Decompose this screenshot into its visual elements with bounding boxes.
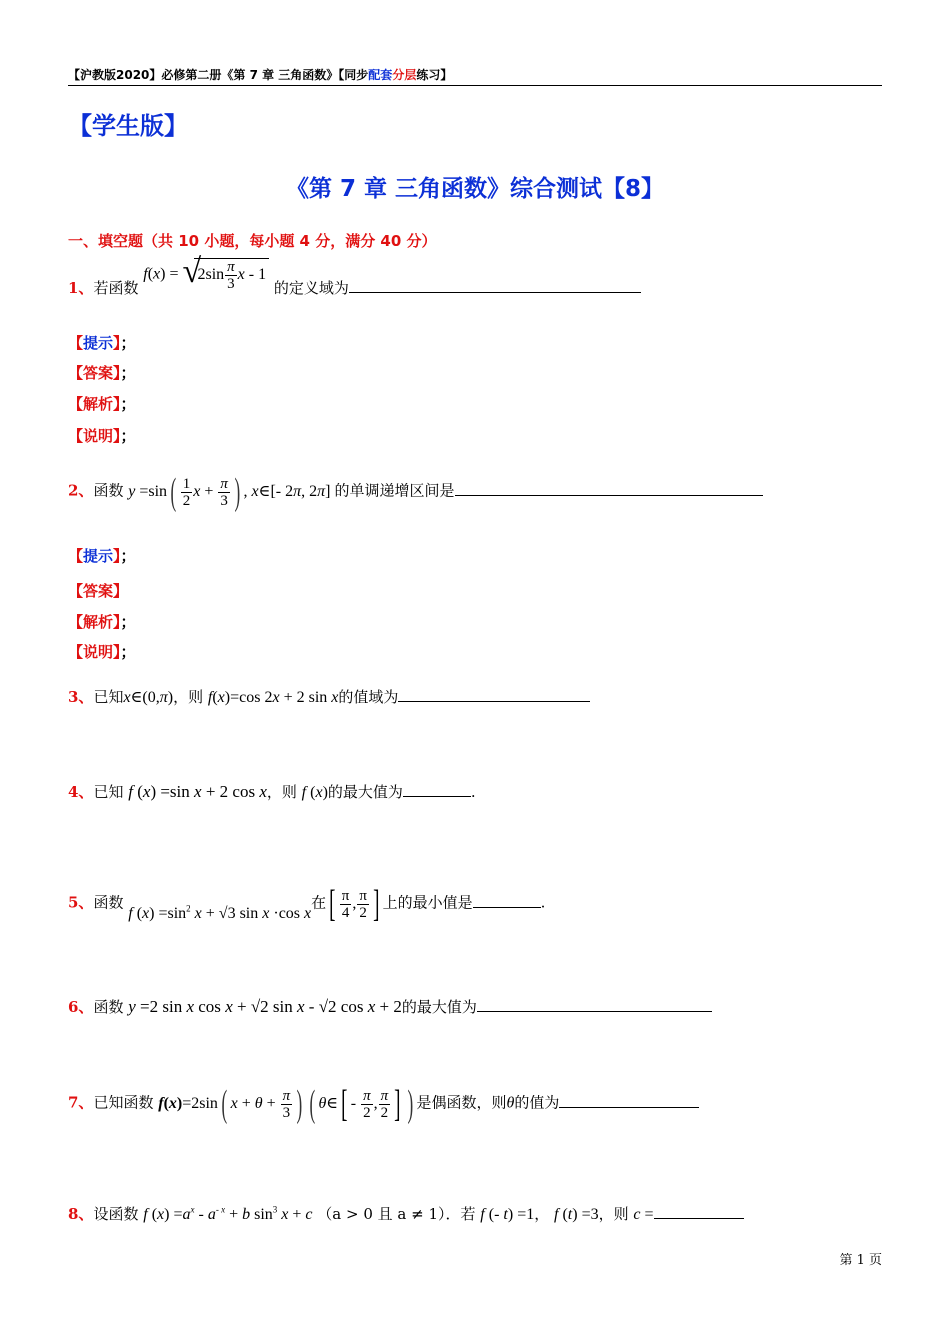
- formula-q4a: f (x) =sin x + 2 cos x: [128, 782, 267, 801]
- question-6: [68, 995, 712, 1017]
- section-heading: 一、填空题（共 10 小题，每小题 4 分，满分 40 分）: [68, 232, 437, 250]
- formula-q4b: f (x): [301, 784, 328, 801]
- theta-symbol: θ: [506, 1094, 515, 1112]
- question-text-post: 的最大值为: [401, 998, 477, 1016]
- question-number: 3、: [68, 688, 94, 706]
- note-line: 【说明】；: [68, 427, 136, 445]
- answer-blank[interactable]: [403, 780, 471, 797]
- formula-q3b: f(x)=cos 2x + 2 sin x: [207, 689, 339, 706]
- formula-q1: f(x) = √ 2sin $\frac{\pi}{3}$ x - 1: [143, 258, 269, 292]
- answer-blank[interactable]: [473, 891, 541, 908]
- header-suffix: 练习】: [416, 68, 453, 82]
- question-number: 1、: [68, 279, 94, 297]
- question-text: 函数: [93, 481, 124, 500]
- question-text-mid: ，则: [173, 688, 204, 706]
- question-text: 已知: [93, 688, 124, 706]
- formula-q5b: [ $\frac{\pi}{4}$ , $\frac{\pi}{2}$ ]: [329, 883, 380, 925]
- question-number: 7、: [68, 1093, 94, 1112]
- question-text: 已知: [93, 783, 124, 801]
- page-number: 第 1 页: [839, 1253, 882, 1268]
- header-pei: 配套: [368, 68, 393, 82]
- page-header: [68, 66, 882, 86]
- question-text: 函数: [93, 893, 124, 912]
- question-text-post: 的最大值为: [327, 783, 403, 801]
- question-4: 4、已知 f (x) =sin x + 2 cos x，则 f (x)的最大值为 .: [68, 782, 476, 801]
- answer-blank[interactable]: [559, 1091, 699, 1108]
- question-text-post: 的值域为: [338, 688, 399, 706]
- question-8: 8、设函数 f $(x) =a^x - a^{- x} + b$ $\sin^3 x + c$ （a > 0 且 a ≠ 1）．若 f (- t) =1， f (t) =3，则 c =: [68, 1202, 744, 1224]
- answer-blank[interactable]: [349, 276, 641, 293]
- answer-blank[interactable]: [654, 1202, 744, 1219]
- edition-label: 【学生版】: [68, 112, 188, 140]
- question-number: 6、: [68, 998, 94, 1016]
- question-number: 2、: [68, 481, 94, 500]
- question-2: [68, 470, 763, 514]
- question-text: 设函数: [93, 1205, 139, 1223]
- question-text-post2: 的值为: [514, 1093, 560, 1112]
- question-number: 8、: [68, 1205, 94, 1223]
- formula-q2: y =sin( $\frac{1}{2}$ x + $\frac{\pi}{3}$ ) , x∈[- 2π, 2π]: [128, 471, 335, 513]
- question-text-post: 是偶函数，则: [416, 1093, 507, 1112]
- question-number: 5、: [68, 893, 94, 912]
- header-fen: 分层: [392, 68, 417, 82]
- question-text: 若函数: [93, 279, 139, 297]
- header-prefix: 【沪教版2020】必修第二册《第 7 章 三角函数》【同步: [68, 68, 369, 82]
- formula-q8d: c =: [633, 1206, 654, 1223]
- hint-line: 【提示】；: [68, 547, 136, 565]
- answer-line: 【答案】；: [68, 364, 136, 382]
- formula-q5a: f $(x) =\sin^2$ x + √3 sin x ·cos x: [128, 903, 312, 922]
- question-text-post: 的单调递增区间是: [334, 481, 455, 500]
- formula-q3a: x∈(0,π): [123, 689, 174, 706]
- formula-q7: f(x)=2sin( x + θ + $\frac{\pi}{3}$ ) ( θ∈[ - $\frac{\pi}{2}$ , $\frac{\pi}{2}$ ] ): [158, 1083, 413, 1125]
- question-7: [68, 1082, 699, 1126]
- question-text: 已知函数: [93, 1093, 154, 1112]
- question-1: [68, 253, 641, 306]
- question-number: 4、: [68, 783, 94, 801]
- formula-q8b: f (- t) =1: [480, 1206, 535, 1223]
- question-text: 函数: [93, 998, 124, 1016]
- question-text-post: 的定义域为: [273, 279, 349, 297]
- note-line: 【说明】；: [68, 643, 136, 661]
- answer-blank[interactable]: [455, 479, 763, 496]
- question-text-mid: 在: [311, 893, 327, 912]
- formula-q6: y =2 sin x cos x + √2 sin x - √2 cos x + 2: [128, 997, 402, 1016]
- question-5: 5、函数 f $(x) =\sin^2$ x + √3 sin x ·cos x在[ $\frac{\pi}{4}$ , $\frac{\pi}{2}$ ] 上的最小值是 .: [68, 883, 546, 925]
- page-title: 《第 7 章 三角函数》综合测试【8】: [285, 176, 665, 202]
- question-text-post: 上的最小值是: [382, 893, 473, 912]
- hint-line: 【提示】；: [68, 334, 136, 352]
- formula-q8c: f (t) =3: [554, 1206, 599, 1223]
- analysis-line: 【解析】；: [68, 395, 136, 413]
- answer-blank[interactable]: [398, 685, 590, 702]
- formula-q8a: f $(x) =a^x - a^{- x} + b$ $\sin^3 x + c$: [143, 1204, 313, 1223]
- answer-blank[interactable]: [477, 995, 712, 1012]
- question-text-mid: ，则: [266, 783, 297, 801]
- question-condition: （a > 0 且 a ≠ 1）．若: [317, 1205, 476, 1223]
- question-3: [68, 685, 590, 707]
- analysis-line: 【解析】；: [68, 613, 136, 631]
- answer-line: 【答案】: [68, 582, 129, 600]
